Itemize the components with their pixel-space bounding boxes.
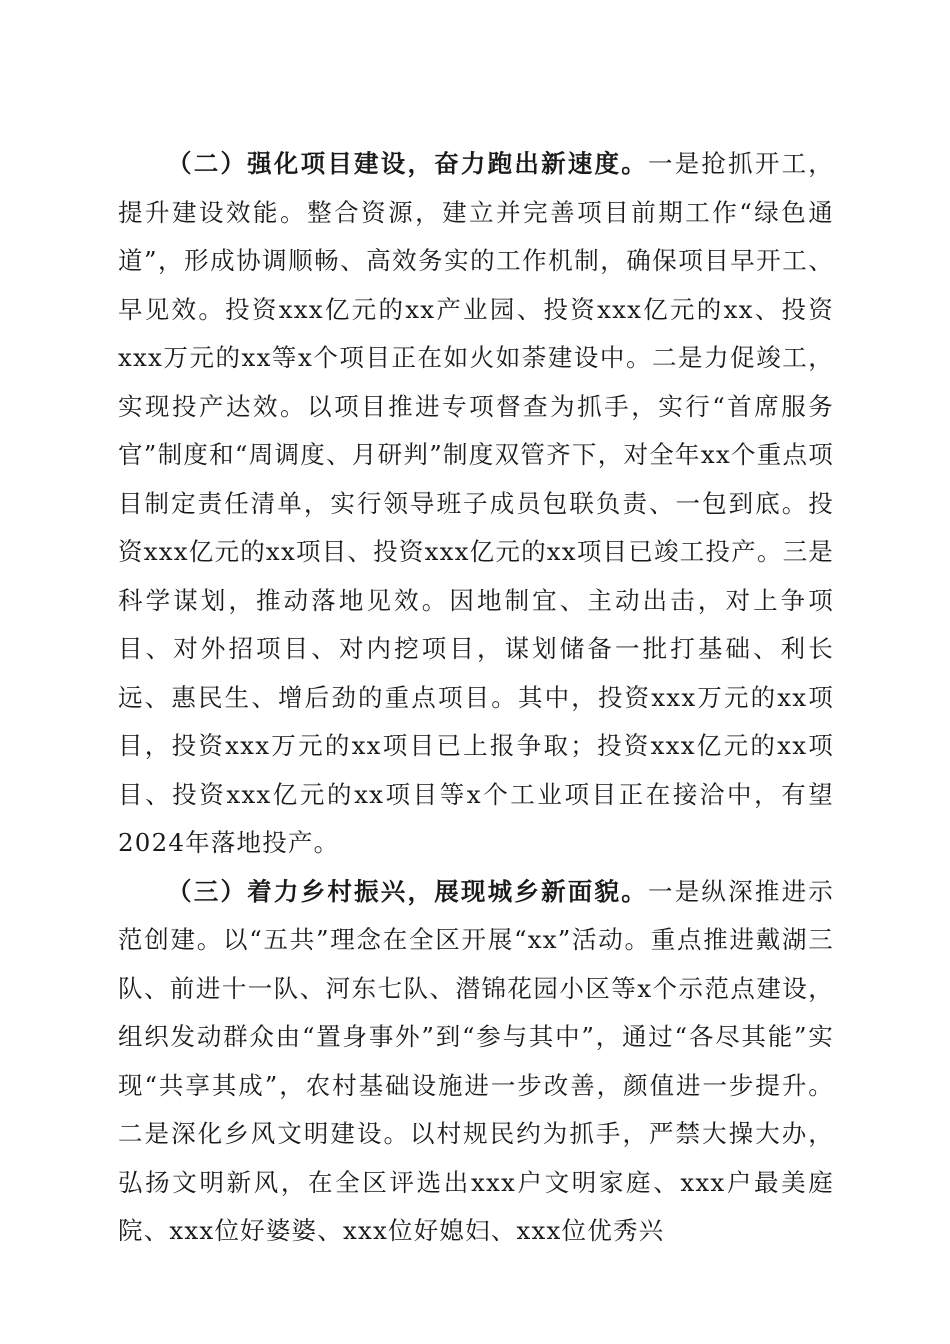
section-3-text: 一是纵深推进示范创建。以“五共”理念在全区开展“xx”活动。重点推进戴湖三队、前进十一队、河东七队、潜锦花园小区等x个示范点建设，组织发动群众由“置身事外”到“参与其中”，通过“各尽其能”实现“共享其成”，农村基础设施进一步改善，颜值进一步提升。二是深化乡风文明建设。以村规民约为抓手，严禁大操大办，弘扬文明新风，在全区评选出xxx户文明家庭、xxx户最美庭院、xxx位好婆婆、xxx位好媳妇、xxx位优秀兴 <box>118 876 834 1245</box>
section-3-paragraph <box>118 868 834 1256</box>
document-body <box>118 140 834 1256</box>
section-2-heading: （二）强化项目建设，奋力跑出新速度。 <box>167 149 648 178</box>
section-2-text: 一是抢抓开工，提升建设效能。整合资源，建立并完善项目前期工作“绿色通道”，形成协调顺畅、高效务实的工作机制，确保项目早开工、早见效。投资xxx亿元的xx产业园、投资xxx亿元的xx、投资xxx万元的xx等x个项目正在如火如荼建设中。二是力促竣工，实现投产达效。以项目推进专项督查为抓手，实行“首席服务官”制度和“周调度、月研判”制度双管齐下，对全年xx个重点项目制定责任清单，实行领导班子成员包联负责、一包到底。投资xxx亿元的xx项目、投资xxx亿元的xx项目已竣工投产。三是科学谋划，推动落地见效。因地制宜、主动出击，对上争项目、对外招项目、对内挖项目，谋划储备一批打基础、利长远、惠民生、增后劲的重点项目。其中，投资xxx万元的xx项目，投资xxx万元的xx项目已上报争取；投资xxx亿元的xx项目、投资xxx亿元的xx项目等x个工业项目正在接洽中，有望2024年落地投产。 <box>118 149 834 857</box>
section-2-paragraph <box>118 140 834 868</box>
section-3-heading: （三）着力乡村振兴，展现城乡新面貌。 <box>167 876 648 906</box>
